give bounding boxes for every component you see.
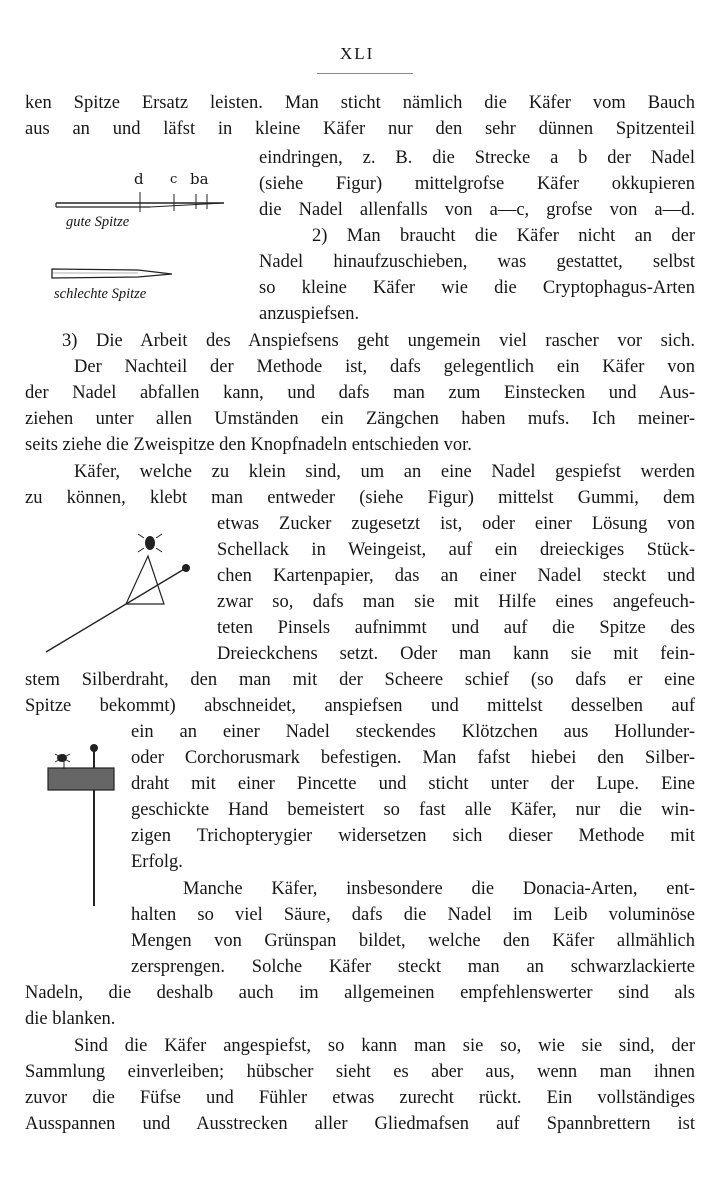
text-line: halten so viel Säure, dafs die Nadel im Leib voluminöse <box>131 905 695 925</box>
needle-label-d: d <box>134 170 144 188</box>
text-line: 3) Die Arbeit des Anspiefsens geht ungemein viel rascher vor sich. <box>62 331 695 351</box>
text-line: aus an und läfst in kleine Käfer nur den sehr dünnen Spitzenteil <box>25 119 695 139</box>
text-line: die Nadel allenfalls von a—c, grofse von a—d. <box>259 200 695 220</box>
text-line: zigen Trichopterygier widersetzen sich dieser Methode mit <box>131 826 695 846</box>
text-line: etwas Zucker zugesetzt ist, oder einer Lösung von <box>217 514 695 534</box>
text-line: ziehen unter allen Umständen ein Zängchen haben mufs. Ich meiner- <box>25 409 695 429</box>
text-line: Käfer, welche zu klein sind, um an eine Nadel gespiefst werden <box>74 462 695 482</box>
text-line: zwar so, dafs man sie mit Hilfe eines angefeuch- <box>217 592 695 612</box>
text-line: zersprengen. Solche Käfer steckt man an schwarzlackierte <box>131 957 695 977</box>
text-line: 2) Man braucht die Käfer nicht an der <box>312 226 695 246</box>
text-line: draht mit einer Pincette und sticht unter der Lupe. Eine <box>131 774 695 794</box>
text-line: (siehe Figur) mittelgrofse Käfer okkupieren <box>259 174 695 194</box>
text-line: teten Pinsels aufnimmt und auf die Spitze des <box>217 618 695 638</box>
text-line: die blanken. <box>25 1009 116 1029</box>
text-line: Dreieckchens setzt. Oder man kann sie mit fein- <box>217 644 695 664</box>
text-line: ein an einer Nadel steckendes Klötzchen aus Hollunder- <box>131 722 695 742</box>
text-line: eindringen, z. B. die Strecke a b der Nadel <box>259 148 695 168</box>
text-line: geschickte Hand bemeistert so fast alle Käfer, nur die win- <box>131 800 695 820</box>
caption-bad-tip: schlechte Spitze <box>54 286 147 302</box>
text-line: Erfolg. <box>131 852 183 872</box>
needle-label-c: c <box>170 172 178 187</box>
text-line: Schellack in Weingeist, auf ein dreieckiges Stück- <box>217 540 695 560</box>
text-line: Mengen von Grünspan bildet, welche den Käfer allmählich <box>131 931 695 951</box>
caption-good-tip: gute Spitze <box>66 214 130 230</box>
text-line: anzuspiefsen. <box>259 304 360 324</box>
text-line: Nadel hinaufzuschieben, was gestattet, selbst <box>259 252 695 272</box>
text-line: der Nadel abfallen kann, und dafs man zum Einstecken und Aus- <box>25 383 695 403</box>
text-line: Der Nachteil der Methode ist, dafs gelegentlich ein Käfer von <box>74 357 695 377</box>
text-line: Manche Käfer, insbesondere die Donacia-Arten, ent- <box>183 879 695 899</box>
text-line: oder Corchorusmark befestigen. Man fafst hiebei den Silber- <box>131 748 695 768</box>
text-line: Ausspannen und Ausstrecken aller Gliedmafsen auf Spannbrettern ist <box>25 1114 695 1134</box>
text-line: Sammlung einverleiben; hübscher sieht es aber aus, wenn man ihnen <box>25 1062 695 1082</box>
text-line: zu können, klebt man entweder (siehe Figur) mittelst Gummi, dem <box>25 488 695 508</box>
text-line: ken Spitze Ersatz leisten. Man sticht nämlich die Käfer vom Bauch <box>25 93 695 113</box>
text-line: Spitze bekommt) abschneidet, anspiefsen und mittelst desselben auf <box>25 696 695 716</box>
page-number: XLI <box>340 44 375 63</box>
text-line: seits ziehe die Zweispitze den Knopfnadeln entschieden vor. <box>25 435 472 455</box>
text-line: Nadeln, die deshalb auch im allgemeinen empfehlenswerter sind als <box>25 983 695 1003</box>
text-line: Sind die Käfer angespiefst, so kann man sie so, wie sie sind, der <box>74 1036 695 1056</box>
text-line: chen Kartenpapier, das an einer Nadel steckt und <box>217 566 695 586</box>
needle-label-ba: ba <box>190 170 209 188</box>
text-line: zuvor die Füfse und Fühler etwas zurecht rückt. Ein vollständiges <box>25 1088 695 1108</box>
text-line: stem Silberdraht, den man mit der Scheere schief (so dafs er eine <box>25 670 695 690</box>
text-line: so kleine Käfer wie die Cryptophagus-Arten <box>259 278 695 298</box>
